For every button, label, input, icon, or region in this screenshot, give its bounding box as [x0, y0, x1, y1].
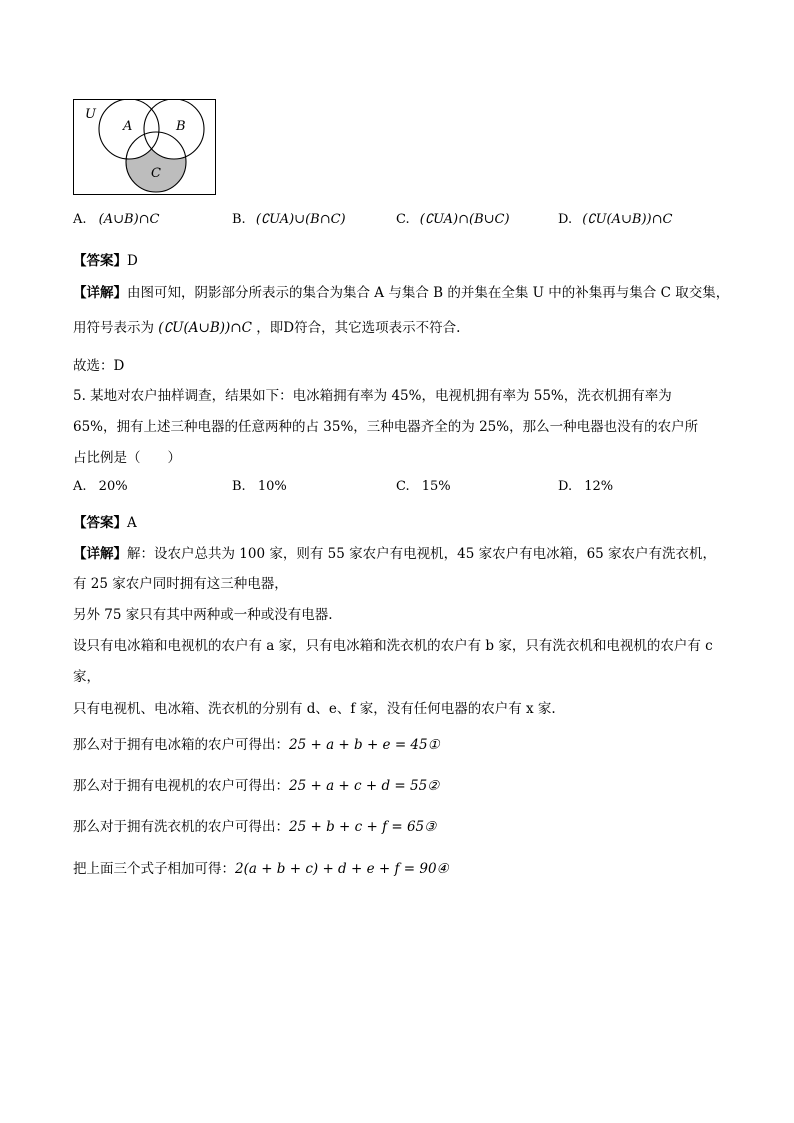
q5-option-a: A. 20% [73, 479, 128, 494]
q4-option-c: C. (∁UA)∩(B∪C) [396, 212, 510, 227]
q5-option-c: C. 15% [396, 479, 451, 494]
q5-option-d: D. 12% [558, 479, 614, 494]
venn-label-u: U [85, 107, 96, 122]
q4-option-d: D. (∁U(A∪B))∩C [558, 212, 673, 227]
q4-explanation-line2: 用符号表示为 (∁U(A∪B))∩C ，即D符合，其它选项表示不符合. [73, 320, 461, 336]
q5-explanation-line1: 【详解】解：设农户总共为 100 家，则有 55 家农户有电视机，45 家农户有电冰箱，65 家农户有洗衣机， [73, 546, 717, 562]
q5-answer: 【答案】A [73, 515, 137, 531]
venn-label-c: C [151, 166, 161, 181]
q5-stem-line2: 65%，拥有上述三种电器的任意两种的占 35%，三种电器齐全的为 25%，那么一种电器也没有的农户所 [73, 419, 699, 435]
venn-diagram [73, 99, 216, 195]
q4-explanation-line1: 【详解】由图可知，阴影部分所表示的集合为集合 A 与集合 B 的并集在全集 U 中的补集再与集合 C 取交集， [73, 285, 730, 301]
q4-option-a: A. (A∪B)∩C [73, 212, 160, 227]
q5-explanation-line3: 另外 75 家只有其中两种或一种或没有电器. [73, 607, 333, 623]
q5-stem-line1: 5. 某地对农户抽样调查，结果如下：电冰箱拥有率为 45%，电视机拥有率为 55%，洗衣机拥有率为 [73, 388, 672, 404]
q5-option-b: B. 10% [232, 479, 287, 494]
q4-answer: 【答案】D [73, 253, 138, 269]
q5-explanation-line5: 家， [73, 669, 100, 685]
q5-stem-line3: 占比例是（ ） [73, 450, 181, 466]
q4-conclusion: 故选：D [73, 358, 125, 374]
q5-equation-3: 那么对于拥有洗衣机的农户可得出：25 + b + c + f = 65③ [73, 819, 437, 835]
q5-explanation-line6: 只有电视机、电冰箱、洗衣机的分别有 d、e、f 家，没有任何电器的农户有 x 家. [73, 701, 556, 717]
q4-option-b: B. (∁UA)∪(B∩C) [232, 212, 346, 227]
q5-equation-2: 那么对于拥有电视机的农户可得出：25 + a + c + d = 55② [73, 778, 440, 794]
q5-equation-4: 把上面三个式子相加可得：2(a + b + c) + d + e + f = 90④ [73, 861, 449, 877]
q5-explanation-line4: 设只有电冰箱和电视机的农户有 a 家，只有电冰箱和洗衣机的农户有 b 家，只有洗衣机和电视机的农户有 c [73, 638, 713, 654]
q5-explanation-line2: 有 25 家农户同时拥有这三种电器， [73, 576, 288, 592]
q5-equation-1: 那么对于拥有电冰箱的农户可得出：25 + a + b + e = 45① [73, 737, 440, 753]
venn-label-a: A [123, 119, 133, 134]
venn-label-b: B [176, 119, 186, 134]
